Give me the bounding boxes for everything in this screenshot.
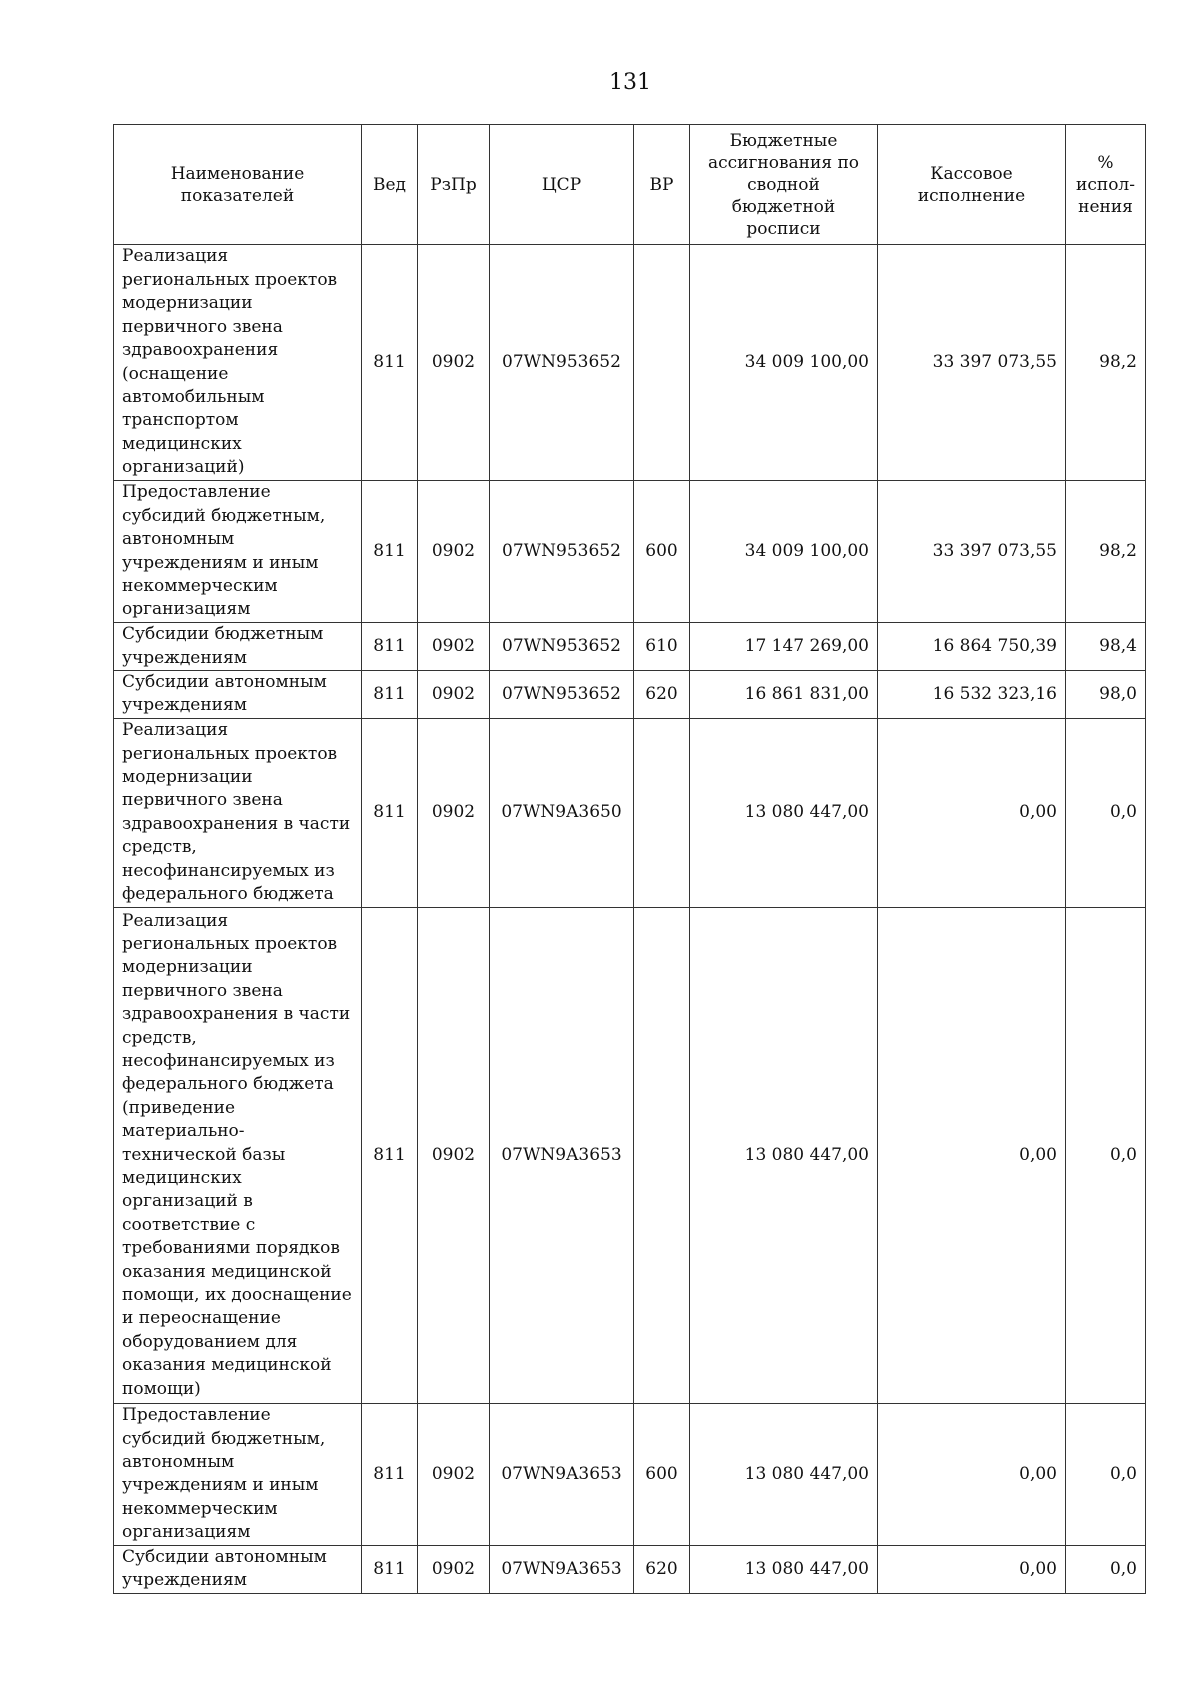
row-csr: 07WN9A3653 — [490, 907, 634, 1403]
row-csr: 07WN953652 — [490, 481, 634, 623]
row-pct: 0,0 — [1066, 1403, 1146, 1545]
row-rzpr: 0902 — [418, 623, 490, 671]
header-name: Наименование показателей — [114, 125, 362, 245]
row-name: Предоставление субсидий бюджетным, автономным учреждениям и иным некоммерческим организациям — [114, 481, 362, 623]
row-name: Реализация региональных проектов модернизации первичного звена здравоохранения в части средств, несофинансируемых из федерального бюджета (приведение материально-технической базы медицинских организаций в соответствие с требованиями порядков оказания медицинской помощи, их дооснащение и переоснащение оборудованием для оказания медицинской помощи) — [114, 907, 362, 1403]
row-rzpr: 0902 — [418, 245, 490, 481]
row-pct: 0,0 — [1066, 1545, 1146, 1593]
row-csr: 07WN953652 — [490, 245, 634, 481]
row-cash: 33 397 073,55 — [878, 245, 1066, 481]
row-vr: 620 — [634, 1545, 690, 1593]
row-vr — [634, 907, 690, 1403]
header-row — [114, 125, 1146, 245]
table-row — [114, 481, 1146, 623]
row-vr: 610 — [634, 623, 690, 671]
row-ved: 811 — [362, 623, 418, 671]
header-pct: % испол-нения — [1066, 125, 1146, 245]
row-pct: 98,2 — [1066, 481, 1146, 623]
table-row — [114, 671, 1146, 719]
header-csr: ЦСР — [490, 125, 634, 245]
row-rzpr: 0902 — [418, 718, 490, 907]
row-vr — [634, 718, 690, 907]
row-csr: 07WN9A3650 — [490, 718, 634, 907]
row-pct: 0,0 — [1066, 718, 1146, 907]
table-row — [114, 623, 1146, 671]
row-cash: 16 532 323,16 — [878, 671, 1066, 719]
row-ved: 811 — [362, 245, 418, 481]
row-csr: 07WN953652 — [490, 623, 634, 671]
header-budget: Бюджетные ассигнования по сводной бюджетной росписи — [690, 125, 878, 245]
row-pct: 98,2 — [1066, 245, 1146, 481]
page-number: 131 — [609, 70, 651, 95]
table-row — [114, 907, 1146, 1403]
row-budget: 13 080 447,00 — [690, 1403, 878, 1545]
row-csr: 07WN953652 — [490, 671, 634, 719]
row-cash: 33 397 073,55 — [878, 481, 1066, 623]
row-name: Субсидии автономным учреждениям — [114, 1545, 362, 1593]
row-vr: 600 — [634, 481, 690, 623]
table-row — [114, 718, 1146, 907]
row-ved: 811 — [362, 1545, 418, 1593]
table-row — [114, 245, 1146, 481]
row-name: Субсидии автономным учреждениям — [114, 671, 362, 719]
row-budget: 17 147 269,00 — [690, 623, 878, 671]
row-cash: 0,00 — [878, 1545, 1066, 1593]
row-name: Реализация региональных проектов модернизации первичного звена здравоохранения в части средств, несофинансируемых из федерального бюджета — [114, 718, 362, 907]
table-row — [114, 1545, 1146, 1593]
row-ved: 811 — [362, 481, 418, 623]
budget-table — [113, 124, 1146, 1594]
row-name: Субсидии бюджетным учреждениям — [114, 623, 362, 671]
row-vr: 620 — [634, 671, 690, 719]
row-budget: 34 009 100,00 — [690, 481, 878, 623]
header-ved: Вед — [362, 125, 418, 245]
row-budget: 34 009 100,00 — [690, 245, 878, 481]
row-csr: 07WN9A3653 — [490, 1403, 634, 1545]
header-cash: Кассовое исполнение — [878, 125, 1066, 245]
row-name: Реализация региональных проектов модернизации первичного звена здравоохранения (оснащение автомобильным транспортом медицинских организаций) — [114, 245, 362, 481]
row-ved: 811 — [362, 1403, 418, 1545]
row-cash: 0,00 — [878, 907, 1066, 1403]
row-rzpr: 0902 — [418, 481, 490, 623]
header-rzpr: РзПр — [418, 125, 490, 245]
row-ved: 811 — [362, 907, 418, 1403]
row-budget: 13 080 447,00 — [690, 907, 878, 1403]
row-rzpr: 0902 — [418, 1403, 490, 1545]
header-vr: ВР — [634, 125, 690, 245]
row-pct: 98,0 — [1066, 671, 1146, 719]
row-budget: 13 080 447,00 — [690, 718, 878, 907]
row-rzpr: 0902 — [418, 1545, 490, 1593]
row-cash: 0,00 — [878, 1403, 1066, 1545]
table-row — [114, 1403, 1146, 1545]
row-name: Предоставление субсидий бюджетным, автономным учреждениям и иным некоммерческим организациям — [114, 1403, 362, 1545]
row-vr: 600 — [634, 1403, 690, 1545]
row-cash: 0,00 — [878, 718, 1066, 907]
row-cash: 16 864 750,39 — [878, 623, 1066, 671]
row-rzpr: 0902 — [418, 671, 490, 719]
row-ved: 811 — [362, 671, 418, 719]
row-budget: 13 080 447,00 — [690, 1545, 878, 1593]
row-pct: 98,4 — [1066, 623, 1146, 671]
row-csr: 07WN9A3653 — [490, 1545, 634, 1593]
row-budget: 16 861 831,00 — [690, 671, 878, 719]
row-pct: 0,0 — [1066, 907, 1146, 1403]
row-ved: 811 — [362, 718, 418, 907]
row-rzpr: 0902 — [418, 907, 490, 1403]
row-vr — [634, 245, 690, 481]
